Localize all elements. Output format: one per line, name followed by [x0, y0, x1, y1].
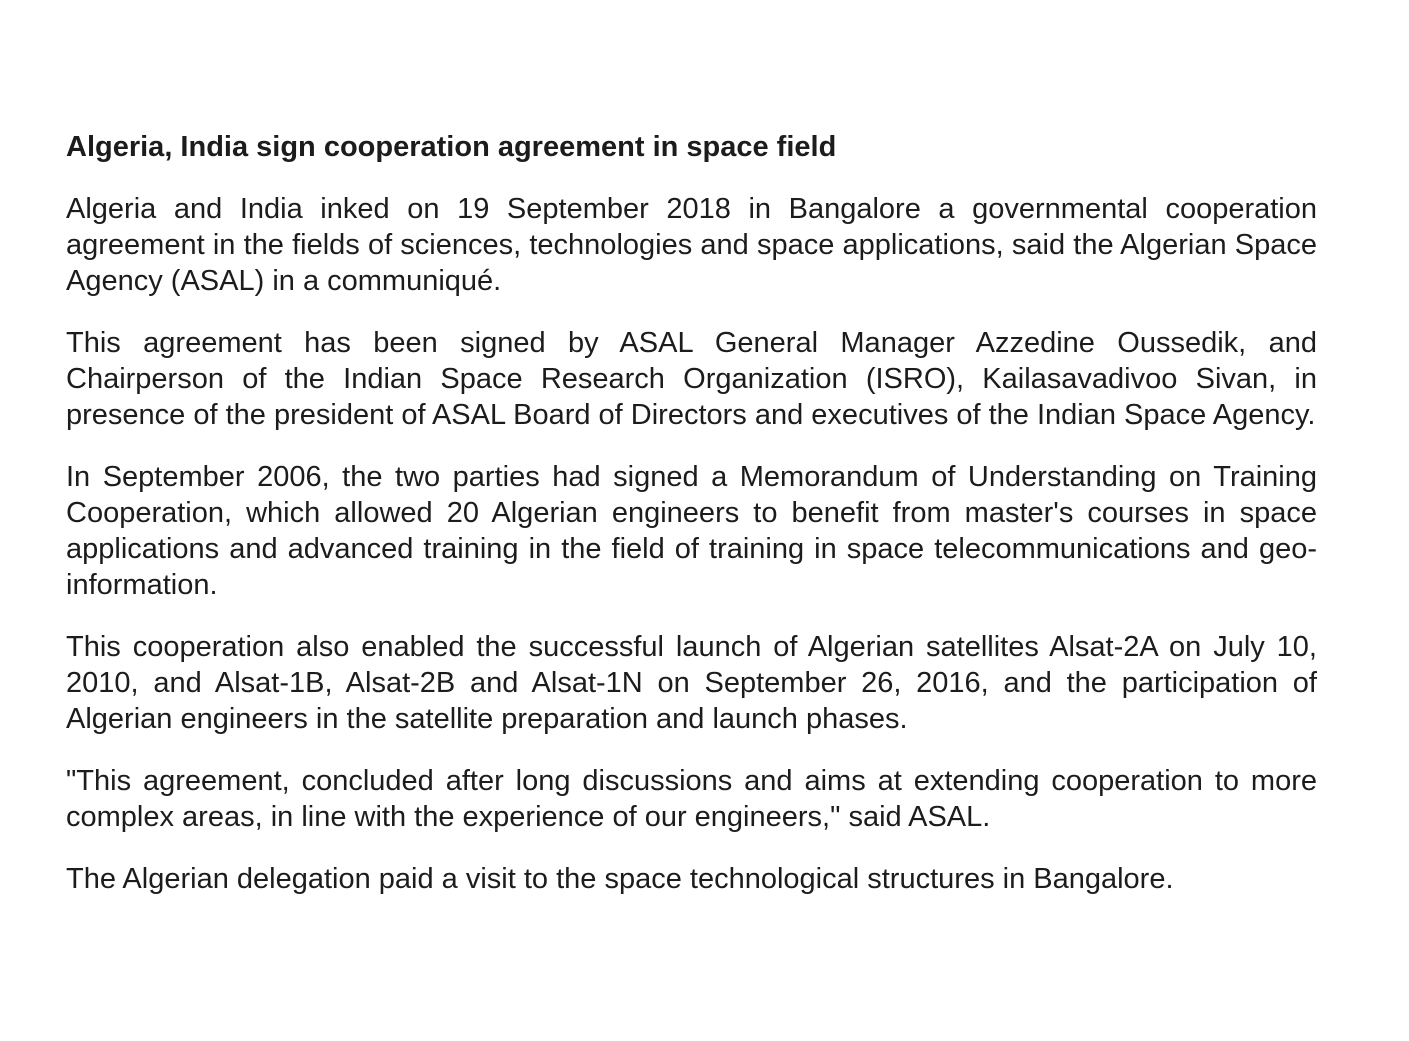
paragraph-5: "This agreement, concluded after long discussions and aims at extending cooperation to more complex areas, in line with the experience of our engineers," said ASAL.: [66, 765, 1317, 833]
article-title: Algeria, India sign cooperation agreement in space field: [66, 131, 837, 163]
paragraph-4: This cooperation also enabled the successful launch of Algerian satellites Alsat-2A on July 10, 2010, and Alsat-1B, Alsat-2B and Alsat-1N on September 26, 2016, and the participation of Algerian engineers in the satellite preparation and launch phases.: [66, 631, 1317, 735]
paragraph-6: The Algerian delegation paid a visit to the space technological structures in Bangalore.: [66, 863, 1174, 895]
article-body: [66, 191, 1317, 897]
paragraph-1: Algeria and India inked on 19 September 2018 in Bangalore a governmental cooperation agreement in the fields of sciences, technologies and space applications, said the Algerian Space Agency (ASAL) in a communiqué.: [66, 193, 1317, 297]
paragraph-2: This agreement has been signed by ASAL General Manager Azzedine Oussedik, and Chairperson of the Indian Space Research Organization (ISRO), Kailasavadivoo Sivan, in presence of the president of ASAL Board of Directors and executives of the Indian Space Agency.: [66, 327, 1317, 431]
paragraph-3: In September 2006, the two parties had signed a Memorandum of Understanding on Training Cooperation, which allowed 20 Algerian engineers to benefit from master's courses in space applications and advanced training in the field of training in space telecommunications and geo-information.: [66, 461, 1317, 601]
